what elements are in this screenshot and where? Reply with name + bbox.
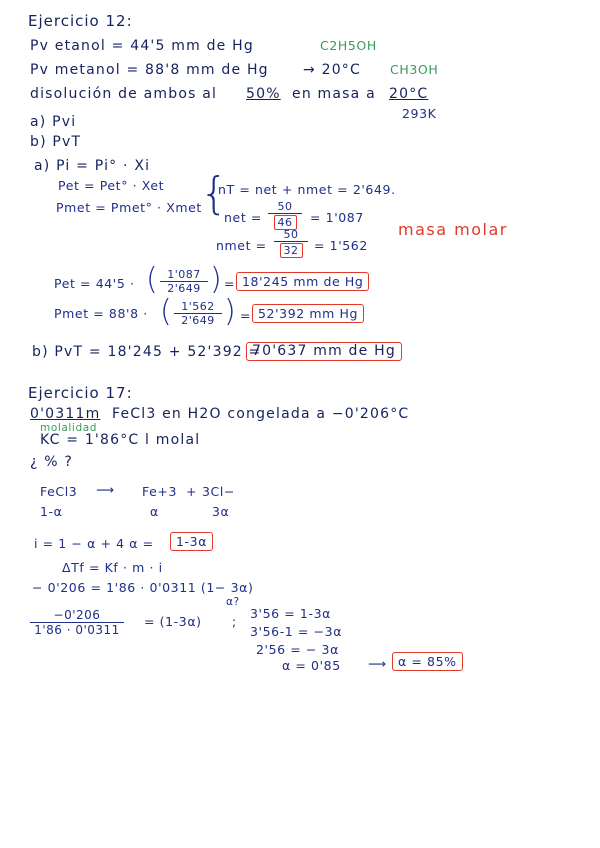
ex17-question: ¿ % ? (30, 454, 74, 470)
stoich-reactant: 1-α (40, 504, 63, 519)
final-result-wrap (392, 652, 463, 671)
solve-step-4: α = 0'85 (282, 658, 341, 673)
alpha-question: α? (226, 596, 240, 608)
ex12-title: Ejercicio 12: (28, 12, 133, 30)
kelvin-note: 293K (402, 106, 437, 121)
pmet-fraction (174, 300, 222, 327)
pet-fraction (160, 268, 208, 295)
disolucion-pre: disolución de ambos al (30, 86, 218, 102)
raoult-metanol: Pmet = Pmet° · Xmet (56, 200, 202, 215)
reaction-arrow: ⟶ (96, 482, 115, 497)
ex17-statement: FeCl3 en H2O congelada a −0'206°C (112, 406, 410, 422)
question-a: a) Pvi (30, 114, 77, 130)
moles-etanol-label: net = (224, 210, 262, 225)
solve-den: 1'86 · 0'0311 (34, 623, 120, 637)
pvt-calc: b) PvT = 18'245 + 52'392 = (32, 344, 262, 360)
pet-result: 18'245 mm de Hg (236, 272, 369, 291)
stoich-cl: 3α (212, 504, 230, 519)
reaction-reactant: FeCl3 (40, 484, 78, 499)
vant-hoff-calc: i = 1 − α + 4 α = (34, 536, 154, 551)
pvt-result: 70'637 mm de Hg (246, 342, 402, 361)
pet-den: 2'649 (167, 282, 201, 295)
solve-step-3: 2'56 = − 3α (256, 642, 339, 657)
solve-equals: = (1-3α) (144, 614, 202, 629)
solve-step-2: 3'56-1 = −3α (250, 624, 343, 639)
pet-num: 1'087 (160, 268, 208, 282)
molalidad-note: molalidad (40, 422, 98, 434)
arrow-temp: → 20°C (303, 62, 361, 78)
pmet-den: 2'649 (181, 314, 215, 327)
pet-calc: Pet = 44'5 · (54, 276, 135, 291)
pvt-result-wrap (246, 342, 402, 361)
solve-step-1: 3'56 = 1-3α (250, 606, 331, 621)
vant-hoff-result: 1-3α (170, 532, 213, 551)
paren-open: ( (146, 262, 158, 297)
moles-etanol-result: = 1'087 (310, 210, 364, 225)
paren-open: ( (160, 294, 172, 329)
paren-close: ) (210, 262, 222, 297)
pet-result-wrap (236, 272, 369, 291)
formula-metanol: CH3OH (390, 62, 439, 77)
delta-t-formula: ΔTf = Kf · m · i (62, 560, 163, 575)
molar-mass-etanol: 46 (274, 215, 297, 230)
formula-etanol: C2H5OH (320, 38, 377, 53)
solve-num: −0'206 (30, 608, 124, 623)
stoich-fe: α (150, 504, 159, 519)
substitution: − 0'206 = 1'86 · 0'0311 (1− 3α) (32, 580, 254, 595)
kc-constant: KC = 1'86°C l molal (40, 432, 201, 448)
ex17-title: Ejercicio 17: (28, 384, 133, 402)
disolucion-mid: en masa a (292, 86, 376, 102)
disolucion-temp: 20°C (389, 86, 429, 102)
vant-hoff-result-wrap (170, 532, 213, 551)
moles-metanol-result: = 1'562 (314, 238, 368, 253)
pmet-result-wrap (252, 304, 364, 323)
masa-molar-note: masa molar (398, 220, 508, 239)
final-result: α = 85% (392, 652, 463, 671)
raoult-etanol: Pet = Pet° · Xet (58, 178, 165, 193)
pmet-result: 52'392 mm Hg (252, 304, 364, 323)
pmet-num: 1'562 (174, 300, 222, 314)
reaction-plus: + (186, 484, 198, 499)
moles-metanol-label: nmet = (216, 238, 267, 253)
raoult-general: a) Pi = Pi° · Xi (34, 158, 151, 174)
molality-value: 0'0311m (30, 406, 101, 422)
semicolon: ; (232, 614, 237, 629)
brace: { (200, 168, 228, 219)
reaction-cl: 3Cl− (202, 484, 236, 499)
moles-metanol-fraction (274, 228, 308, 258)
paren-close: ) (224, 294, 236, 329)
pv-etanol: Pv etanol = 44'5 mm de Hg (30, 38, 254, 54)
final-arrow: ⟶ (368, 656, 387, 671)
molar-mass-metanol: 32 (280, 243, 303, 258)
question-b: b) PvT (30, 134, 82, 150)
moles-metanol-num: 50 (274, 228, 308, 242)
moles-total: nT = net + nmet = 2'649. (218, 182, 396, 197)
solve-fraction (30, 608, 124, 637)
pmet-eq: = (240, 308, 252, 323)
moles-etanol-fraction (268, 200, 302, 230)
pmet-calc: Pmet = 88'8 · (54, 306, 148, 321)
disolucion-pct: 50% (246, 86, 281, 102)
reaction-fe: Fe+3 (142, 484, 178, 499)
pet-eq: = (224, 276, 236, 291)
pv-metanol: Pv metanol = 88'8 mm de Hg (30, 62, 269, 78)
moles-etanol-num: 50 (268, 200, 302, 214)
